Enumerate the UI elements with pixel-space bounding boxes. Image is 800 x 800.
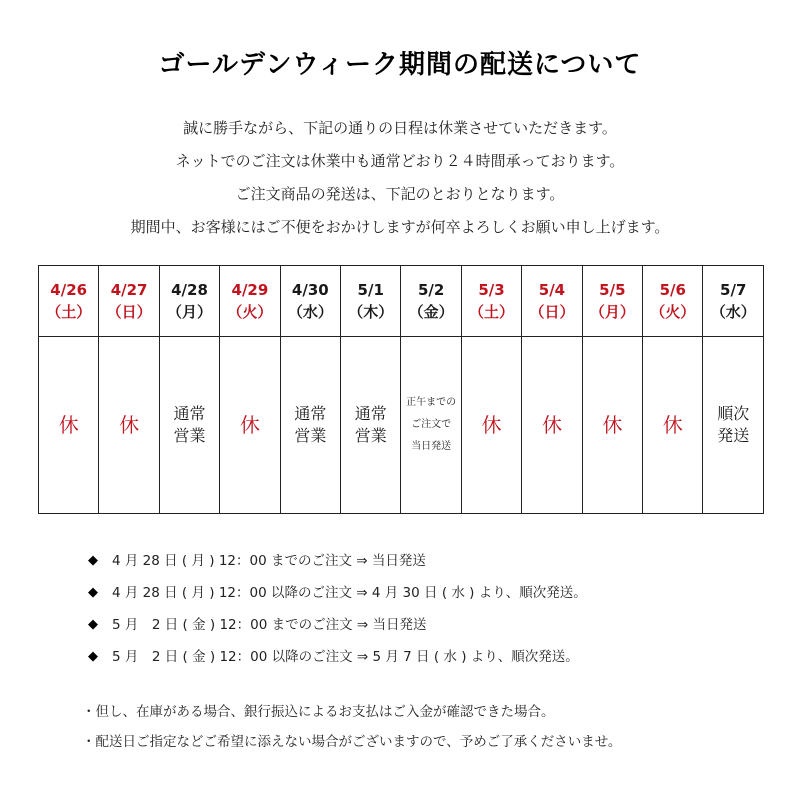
day-header-cell [582,266,642,337]
day-status: 休 [239,413,260,437]
page-title: ゴールデンウィーク期間の配送について [158,50,642,80]
day-date: 4/26 [50,281,88,299]
day-weekday: （火） [650,303,696,321]
day-weekday: （日） [106,303,152,321]
day-header-cell [703,266,764,337]
day-date: 5/3 [478,281,505,299]
day-header-cell [643,266,703,337]
day-date: 5/6 [659,281,686,299]
day-status-cell [582,337,642,514]
day-status-cell [401,337,461,514]
note-text: 4 月 28 日 ( 月 ) 12：00 以降のご注文 ⇒ 4 月 30 日 ( 水 ) より、順次発送。 [112,585,587,601]
day-date: 5/2 [417,281,445,299]
schedule-status-row [39,337,764,514]
day-weekday: （水） [287,303,333,321]
day-weekday: （土） [46,303,92,321]
day-header-cell [39,266,99,337]
note-item [88,641,587,673]
day-header-cell [522,266,582,337]
note-text: 4 月 28 日 ( 月 ) 12：00 までのご注文 ⇒ 当日発送 [112,553,426,569]
day-weekday: （月） [589,303,635,321]
diamond-bullet-icon: ◆ [88,553,98,568]
day-status: 休 [58,413,79,437]
day-status: 通常 営業 [294,404,327,445]
day-status-cell [159,337,219,514]
condition-line: ・配送日ご指定などご希望に添えない場合がございますので、予めご了承くださいませ。 [82,734,622,750]
day-header-cell [99,266,159,337]
day-status-cell [703,337,764,514]
intro-line: 期間中、お客様にはご不便をおかけしますが何卒よろしくお願い申し上げます。 [130,218,670,236]
day-weekday: （月） [167,303,213,321]
day-status-cell [461,337,521,514]
day-header-cell [159,266,219,337]
condition-line: ・但し、在庫がある場合、銀行振込によるお支払はご入金が確認できた場合。 [82,704,555,720]
day-header-cell [341,266,401,337]
day-status: 順次 発送 [717,404,750,445]
conditions [82,697,621,757]
day-date: 4/27 [110,281,148,299]
intro-line: ネットでのご注文は休業中も通常どおり２４時間承っております。 [175,152,625,170]
day-date: 5/1 [357,281,384,299]
intro-line: ご注文商品の発送は、下記のとおりとなります。 [235,185,565,203]
day-weekday: （木） [348,303,394,321]
note-text: 5 月 2 日 ( 金 ) 12：00 までのご注文 ⇒ 当日発送 [112,617,427,633]
day-date: 5/7 [720,281,747,299]
day-status: 正午までの ご注文で 当日発送 [406,397,457,452]
note-item [88,545,587,577]
note-text: 5 月 2 日 ( 金 ) 12：00 以降のご注文 ⇒ 5 月 7 日 ( 水 ) より、順次発送。 [112,649,579,665]
intro-text [0,112,800,244]
diamond-bullet-icon: ◆ [88,585,98,600]
schedule-header-row [39,266,764,337]
day-weekday: （水） [710,303,756,321]
day-status: 通常 営業 [173,404,206,445]
day-date: 4/28 [171,281,208,299]
day-status: 休 [119,413,140,437]
shipping-notes [88,545,587,673]
day-header-cell [220,266,280,337]
day-weekday: （火） [227,303,273,321]
day-status: 休 [662,413,683,437]
day-status-cell [39,337,99,514]
day-status-cell [220,337,280,514]
day-header-cell [461,266,521,337]
day-date: 5/5 [599,281,626,299]
day-header-cell [280,266,340,337]
schedule-table [38,265,764,514]
day-status: 休 [602,413,623,437]
day-status-cell [341,337,401,514]
day-weekday: （日） [529,303,575,321]
day-status-cell [643,337,703,514]
day-status: 通常 営業 [354,404,387,445]
diamond-bullet-icon: ◆ [88,617,98,632]
day-status-cell [99,337,159,514]
day-status: 休 [541,413,562,437]
note-item [88,609,587,641]
day-weekday: （金） [408,303,454,321]
diamond-bullet-icon: ◆ [88,649,98,664]
day-status-cell [522,337,582,514]
day-weekday: （土） [469,303,515,321]
day-date: 4/30 [291,281,329,299]
day-header-cell [401,266,461,337]
day-status: 休 [481,413,502,437]
intro-line: 誠に勝手ながら、下記の通りの日程は休業させていただきます。 [183,119,617,137]
day-status-cell [280,337,340,514]
day-date: 5/4 [538,281,566,299]
note-item [88,577,587,609]
day-date: 4/29 [231,281,269,299]
